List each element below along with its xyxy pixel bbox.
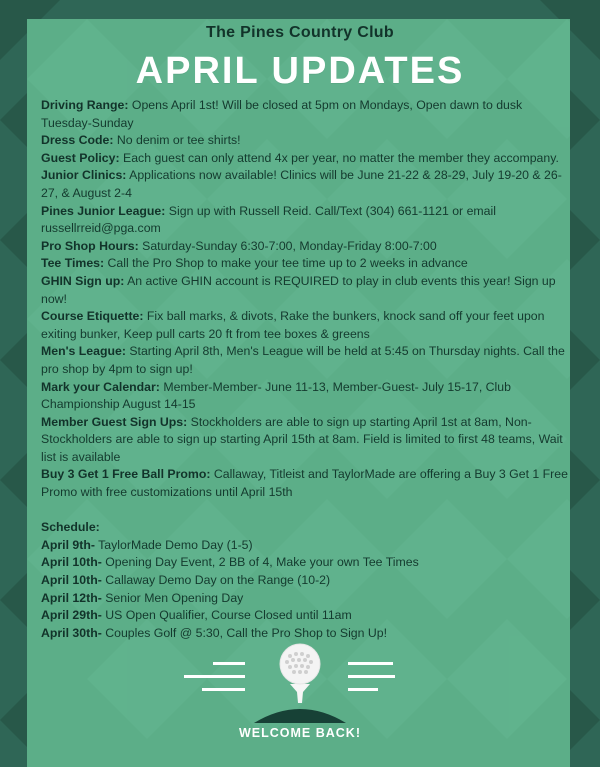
club-name: The Pines Country Club bbox=[206, 24, 394, 41]
right-lines bbox=[348, 662, 395, 691]
mound-shape bbox=[254, 709, 346, 723]
schedule-entry bbox=[41, 572, 571, 590]
update-item bbox=[41, 97, 571, 132]
update-label: Guest Policy: bbox=[41, 150, 120, 165]
update-item bbox=[41, 255, 571, 273]
update-item bbox=[41, 308, 571, 343]
schedule-date: April 10th- bbox=[41, 555, 102, 570]
update-item bbox=[41, 132, 571, 150]
update-text: No denim or tee shirts! bbox=[113, 133, 241, 148]
update-label: Member Guest Sign Ups: bbox=[41, 414, 188, 429]
schedule-text: US Open Qualifier, Course Closed until 11am bbox=[101, 608, 352, 623]
update-item bbox=[41, 238, 571, 256]
schedule-text: Senior Men Opening Day bbox=[101, 590, 244, 605]
schedule-entry bbox=[41, 554, 571, 572]
schedule-text: Callaway Demo Day on the Range (10-2) bbox=[101, 573, 331, 588]
update-text: Opens April 1st! Will be closed at 5pm on Mondays, Open dawn to dusk Tuesday-Sunday bbox=[41, 98, 523, 130]
update-label: Driving Range: bbox=[41, 98, 129, 112]
schedule-entry bbox=[41, 607, 571, 625]
update-label: Junior Clinics: bbox=[41, 168, 127, 183]
update-label: Men's League: bbox=[41, 344, 126, 359]
update-label: Pro Shop Hours: bbox=[41, 238, 139, 253]
update-text: Sign up with Russell Reid. Call/Text (304) 661-1121 or email russellrreid@pga.com bbox=[41, 203, 496, 236]
update-text: Saturday-Sunday 6:30-7:00, Monday-Friday 8:00-7:00 bbox=[138, 238, 437, 253]
golf-graphic bbox=[0, 640, 600, 730]
schedule-entry bbox=[41, 537, 571, 555]
schedule-date: April 29th- bbox=[41, 608, 102, 623]
schedule-date: April 10th- bbox=[41, 573, 102, 588]
update-text: Call the Pro Shop to make your tee time up to 2 weeks in advance bbox=[104, 256, 468, 271]
schedule-list bbox=[41, 537, 571, 643]
page-title: APRIL UPDATES bbox=[135, 50, 465, 92]
update-text: Starting April 8th, Men's League will be held at 5:45 on Thursday nights. Call the pro shop by 4pm to sign up! bbox=[41, 344, 565, 376]
welcome-back-text: WELCOME BACK! bbox=[238, 726, 361, 740]
left-lines bbox=[184, 662, 245, 691]
update-label: Buy 3 Get 1 Free Ball Promo: bbox=[41, 467, 211, 482]
update-label: Tee Times: bbox=[41, 256, 105, 271]
update-item bbox=[41, 379, 571, 414]
update-text: Stockholders are able to sign up starting April 1st at 8am, Non-Stockholders are able to sign up starting April 15th at 8am. Field is limited to first 48 teams, Wait list is available bbox=[41, 414, 563, 464]
update-text: Applications now available! Clinics will be June 21-22 & 28-29, July 19-20 & 26-27, & August 2-4 bbox=[41, 168, 562, 200]
schedule-text: Opening Day Event, 2 BB of 4, Make your own Tee Times bbox=[101, 555, 419, 570]
update-label: Mark your Calendar: bbox=[41, 379, 160, 394]
update-text: Member-Member- June 11-13, Member-Guest- July 15-17, Club Championship August 14-15 bbox=[41, 379, 511, 412]
schedule-date: April 30th- bbox=[41, 625, 102, 640]
update-item bbox=[41, 203, 571, 238]
update-label: Pines Junior League: bbox=[41, 203, 166, 218]
spacer bbox=[41, 502, 571, 520]
update-text: An active GHIN account is REQUIRED to play in club events this year! Sign up now! bbox=[41, 273, 556, 306]
update-item bbox=[41, 343, 571, 378]
schedule-title: Schedule: bbox=[41, 520, 100, 535]
schedule-date: April 9th- bbox=[41, 537, 95, 552]
updates-list bbox=[41, 97, 571, 502]
update-label: GHIN Sign up: bbox=[41, 273, 125, 288]
golf-ball-icon bbox=[280, 644, 320, 684]
update-item bbox=[41, 414, 571, 467]
update-label: Dress Code: bbox=[41, 133, 114, 148]
updates-content bbox=[41, 97, 571, 642]
update-label: Course Etiquette: bbox=[41, 309, 144, 324]
update-text: Each guest can only attend 4x per year, no matter the member they accompany. bbox=[119, 150, 559, 165]
update-text: Fix ball marks, & divots, Rake the bunkers, knock sand off your feet upon exiting bunker, Keep pull carts 20 ft from tee boxes & greens bbox=[41, 309, 545, 341]
update-text: Callaway, Titleist and TaylorMade are offering a Buy 3 Get 1 Free Promo with free customizations until April 15th bbox=[41, 467, 568, 500]
update-item bbox=[41, 466, 571, 501]
golf-tee-icon bbox=[290, 684, 310, 703]
schedule-date: April 12th- bbox=[41, 590, 102, 605]
update-item bbox=[41, 167, 571, 202]
schedule-text: TaylorMade Demo Day (1-5) bbox=[94, 537, 253, 552]
update-item bbox=[41, 150, 571, 168]
schedule-text: Couples Golf @ 5:30, Call the Pro Shop to Sign Up! bbox=[101, 625, 388, 640]
update-item bbox=[41, 273, 571, 308]
schedule-entry bbox=[41, 590, 571, 608]
